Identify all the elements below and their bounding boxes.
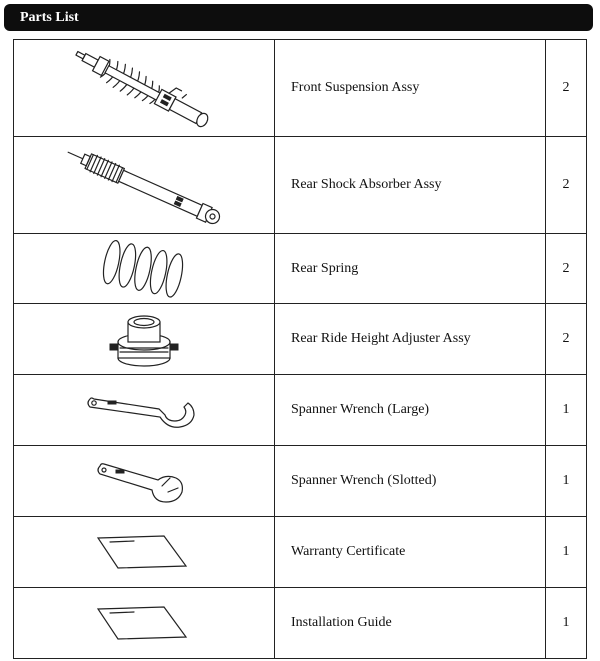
installation-guide-icon	[94, 601, 194, 645]
part-qty: 2	[546, 40, 587, 137]
table-row	[14, 517, 587, 588]
part-qty: 2	[546, 234, 587, 304]
table-row	[14, 234, 587, 304]
rear-shock-absorber-icon	[59, 138, 229, 233]
parts-table	[13, 39, 587, 659]
section-title: Parts List	[20, 10, 79, 25]
part-name: Spanner Wrench (Slotted)	[275, 446, 546, 517]
table-row	[14, 137, 587, 234]
part-name: Rear Shock Absorber Assy	[275, 137, 546, 234]
parts-list-header	[4, 4, 593, 31]
table-row	[14, 588, 587, 659]
part-name: Installation Guide	[275, 588, 546, 659]
part-qty: 2	[546, 137, 587, 234]
part-name: Rear Spring	[275, 234, 546, 304]
part-qty: 1	[546, 517, 587, 588]
warranty-certificate-icon	[94, 530, 194, 574]
table-row	[14, 304, 587, 375]
front-suspension-icon	[64, 41, 224, 136]
table-row	[14, 40, 587, 137]
rear-spring-icon	[99, 237, 189, 301]
spanner-wrench-large-icon	[84, 385, 204, 435]
part-name: Rear Ride Height Adjuster Assy	[275, 304, 546, 375]
part-qty: 1	[546, 446, 587, 517]
part-qty: 1	[546, 588, 587, 659]
part-name: Warranty Certificate	[275, 517, 546, 588]
table-row	[14, 446, 587, 517]
part-qty: 1	[546, 375, 587, 446]
part-name: Spanner Wrench (Large)	[275, 375, 546, 446]
part-qty: 2	[546, 304, 587, 375]
table-row	[14, 375, 587, 446]
ride-height-adjuster-icon	[104, 306, 184, 372]
spanner-wrench-slotted-icon	[94, 456, 194, 506]
part-name: Front Suspension Assy	[275, 40, 546, 137]
